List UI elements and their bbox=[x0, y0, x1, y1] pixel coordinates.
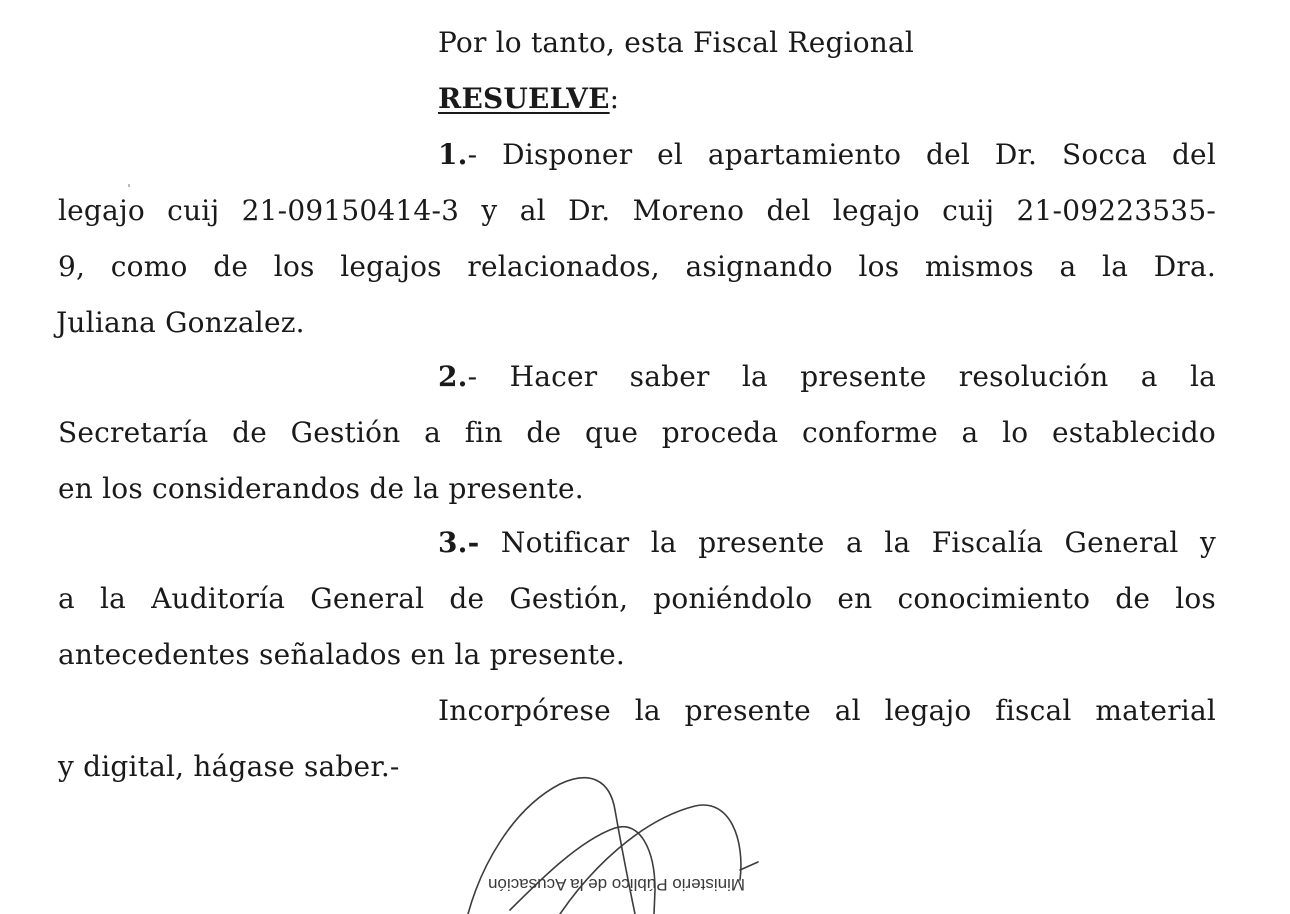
signature-stroke-3 bbox=[560, 805, 741, 914]
scan-speck bbox=[128, 184, 130, 187]
item-3-first-line bbox=[438, 526, 1216, 560]
stamp-text: Ministerio Público de la Acusación bbox=[488, 875, 746, 894]
resolves-heading bbox=[438, 82, 1216, 116]
intro-line bbox=[438, 26, 1216, 60]
item-1-line-2: legajo cuij 21-09150414-3 y al Dr. Moreno del legajo cuij 21-09223535- bbox=[58, 194, 1216, 227]
item-2-line-1: - Hacer saber la presente resolución a la bbox=[467, 360, 1216, 393]
closing-line-1: Incorpórese la presente al legajo fiscal material bbox=[438, 694, 1216, 727]
item-1-line-4: Juliana Gonzalez. bbox=[56, 306, 305, 339]
resolves-colon: : bbox=[609, 82, 620, 115]
item-3-line-3: antecedentes señalados en la presente. bbox=[58, 638, 626, 671]
item-1-first-line bbox=[438, 138, 1216, 172]
intro-text: Por lo tanto, esta Fiscal Regional bbox=[438, 26, 915, 59]
item-2-line-3: en los considerandos de la presente. bbox=[58, 472, 584, 505]
signature-stroke-2 bbox=[510, 827, 655, 914]
item-3-number: 3.- bbox=[438, 526, 480, 559]
resolves-label: RESUELVE bbox=[438, 82, 610, 115]
item-2-number: 2. bbox=[438, 360, 468, 393]
signature-stroke-4 bbox=[740, 862, 758, 870]
item-1-line-3: 9, como de los legajos relacionados, asignando los mismos a la Dra. bbox=[58, 250, 1216, 283]
closing-line-2: y digital, hágase saber.- bbox=[58, 750, 400, 783]
item-3-line-1: Notificar la presente a la Fiscalía General y bbox=[479, 526, 1216, 559]
item-3-line-2: a la Auditoría General de Gestión, poniéndolo en conocimiento de los bbox=[58, 582, 1216, 615]
item-1-line-1: - Disponer el apartamiento del Dr. Socca del bbox=[467, 138, 1216, 171]
item-2-line-2: Secretaría de Gestión a fin de que proceda conforme a lo establecido bbox=[58, 416, 1216, 449]
item-1-number: 1. bbox=[438, 138, 468, 171]
item-2-first-line bbox=[438, 360, 1216, 394]
